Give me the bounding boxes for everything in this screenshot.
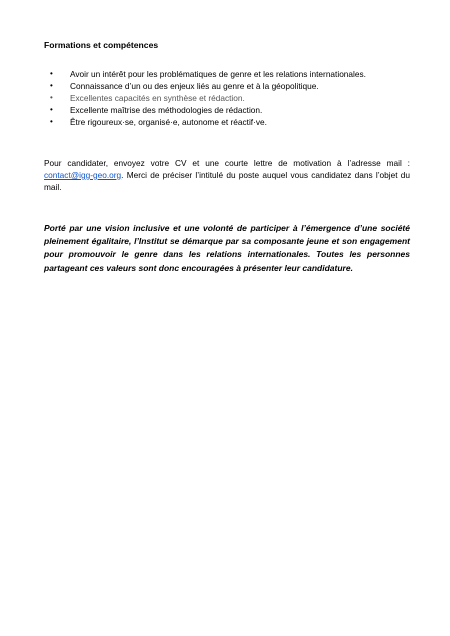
section-title: Formations et compétences xyxy=(44,40,159,50)
email-link[interactable]: contact@igg-geo.org xyxy=(44,170,122,180)
list-item-label: Excellentes capacités en synthèse et rédaction. xyxy=(70,93,245,103)
list-item-label: Connaissance d’un ou des enjeux liés au genre et à la géopolitique. xyxy=(70,81,319,91)
list-item-label: Être rigoureux·se, organisé·e, autonome et réactif·ve. xyxy=(70,117,267,127)
application-text-before: Pour candidater, envoyez votre CV et une courte lettre de motivation à l’adresse mail : xyxy=(44,158,410,168)
bullet-icon: • xyxy=(50,93,53,102)
bullet-icon: • xyxy=(50,105,53,114)
bullet-icon: • xyxy=(50,81,53,90)
list-item-label: Excellente maîtrise des méthodologies de rédaction. xyxy=(70,105,263,115)
list-item xyxy=(44,68,410,80)
list-item xyxy=(44,80,410,92)
application-paragraph xyxy=(44,157,410,193)
inclusion-statement: Porté par une vision inclusive et une volonté de participer à l’émergence d’une société pleinement égalitaire, l’Institut se démarque par sa composante jeune et son engagement pour promouvoir le genre dans les relations internationales. Toutes les personnes partageant ces valeurs sont donc encouragées à présenter leur candidature. xyxy=(44,223,410,273)
list-item xyxy=(44,104,410,116)
application-text-after: . Merci de préciser l’intitulé du poste auquel vous candidatez dans l’objet du mail. xyxy=(44,170,410,192)
bullet-icon: • xyxy=(50,69,53,78)
bullet-icon: • xyxy=(50,117,53,126)
skills-list xyxy=(44,68,410,128)
list-item-label: Avoir un intérêt pour les problématiques de genre et les relations internationales. xyxy=(70,69,366,79)
list-item xyxy=(44,116,410,128)
list-item xyxy=(44,92,410,104)
page-content xyxy=(44,40,410,275)
